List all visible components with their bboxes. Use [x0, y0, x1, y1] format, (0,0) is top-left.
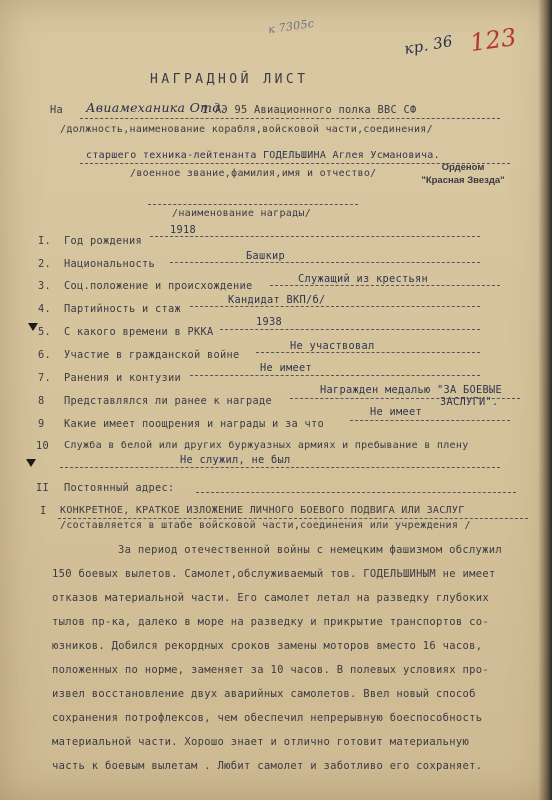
- field-underline: [220, 329, 480, 330]
- body-line: За период отечественной войны с немецким фашизмом обслужил: [118, 544, 503, 556]
- field-underline: [190, 306, 480, 307]
- field-label: Год рождения: [64, 235, 142, 247]
- field-value: Не имеет: [370, 406, 422, 418]
- body-line: тылов пр-ка, далеко в море на разведку и прикрытие транспортов со-: [52, 616, 490, 628]
- body-line: материальной части. Хорошо знает и отлично готовит материальную: [52, 736, 470, 748]
- name-caption: /военное звание,фамилия,имя и отчество/: [130, 168, 377, 179]
- body-line: юзников. Добился рекордных сроков замены моторов вместо 16 часов,: [52, 640, 483, 652]
- body-line: положенных по норме, заменяет за 10 часов. В полевых условиях про-: [52, 664, 490, 676]
- field-label: Какие имеет поощрения и награды и за что: [64, 418, 324, 430]
- field-underline: [196, 492, 516, 493]
- field-label: Партийность и стаж: [64, 303, 181, 315]
- field-number: 10: [36, 440, 49, 452]
- field-label: Участие в гражданской войне: [64, 349, 240, 361]
- field-underline: [170, 262, 480, 263]
- body-line: сохранения потрофлексов, чем обеспечил непрерывную боеспособность: [52, 712, 483, 724]
- field-label: Представлялся ли ранее к награде: [64, 395, 272, 407]
- award-caption: /наименование награды/: [172, 208, 312, 219]
- field-number: I.: [38, 235, 51, 247]
- pencil-archive-mark: к 7305с: [267, 16, 316, 37]
- award-stamp-line1: Орденом: [441, 162, 485, 173]
- field-value: Служащий из крестьян: [298, 273, 428, 285]
- unit-underline: [80, 118, 500, 119]
- field-underline: [150, 236, 480, 237]
- field-number: 2.: [38, 258, 51, 270]
- section-heading-underline: [58, 518, 528, 519]
- field-number: 7.: [38, 372, 51, 384]
- field-label: Служба в белой или других буржуазных армиях и пребывание в плену: [64, 440, 469, 451]
- award-underline: [148, 204, 358, 205]
- field-label: Постоянный адрес:: [64, 482, 175, 494]
- field-value: Не имеет: [260, 362, 312, 374]
- field-underline: [256, 352, 480, 353]
- field-underline: [190, 375, 480, 376]
- field-number: 6.: [38, 349, 51, 361]
- field-value: Башкир: [246, 250, 285, 262]
- field-number: 4.: [38, 303, 51, 315]
- field-underline: [270, 285, 500, 286]
- handwritten-position: Авиамеханика Отд.: [86, 100, 225, 115]
- section-caption: /составляется в штабе войсковой части,соединения или учреждения /: [60, 520, 471, 531]
- field-value: Не участвовал: [290, 340, 375, 352]
- body-line: часть к боевым вылетам . Любит самолет и заботливо его сохраняет.: [52, 760, 483, 772]
- name-line: старшего техника-лейтенанта ГОДЕЛЬШИНА Аглея Усмановича.: [86, 150, 440, 161]
- body-line: отказов материальной части. Его самолет летал на разведку глубоких: [52, 592, 490, 604]
- section-number: I: [40, 505, 47, 517]
- body-line: 150 боевых вылетов. Самолет,обслуживаемый тов. ГОДЕЛЬШИНЫМ не имеет: [52, 568, 496, 580]
- field-number: 8: [38, 395, 45, 407]
- recipient-prefix: На: [50, 104, 63, 116]
- field-number: 9: [38, 418, 45, 430]
- award-stamp: [408, 162, 518, 186]
- field-label: Ранения и контузии: [64, 372, 181, 384]
- binding-hole-bottom: [26, 459, 36, 467]
- binding-hole-top: [28, 323, 38, 331]
- field-label: Соц.положение и происхождение: [64, 280, 253, 292]
- field-underline: [290, 398, 520, 399]
- field-number: 3.: [38, 280, 51, 292]
- field-label: С какого времени в РККА: [64, 326, 214, 338]
- field-value: 1938: [256, 316, 282, 328]
- field-number: II: [36, 482, 49, 494]
- field-value-continued: ЗАСЛУГИ".: [440, 396, 499, 408]
- document-title: НАГРАДНОЙ ЛИСТ: [150, 72, 309, 87]
- corner-red-number: 123: [468, 22, 519, 58]
- field-value: Не служил, не был: [180, 454, 291, 466]
- field-value: Кандидат ВКП/б/: [228, 294, 326, 306]
- field-label: Национальность: [64, 258, 155, 270]
- section-heading: КОНКРЕТНОЕ, КРАТКОЕ ИЗЛОЖЕНИЕ ЛИЧНОГО БОЕВОГО ПОДВИГА ИЛИ ЗАСЛУГ: [60, 505, 465, 516]
- field-underline: [60, 467, 500, 468]
- field-number: 5.: [38, 326, 51, 338]
- field-value: 1918: [170, 224, 196, 236]
- field-underline: [350, 420, 510, 421]
- field-value: Награжден медалью "ЗА БОЕВЫЕ: [320, 384, 502, 396]
- body-line: извел восстановление двух аварийных самолетов. Ввел новый способ: [52, 688, 476, 700]
- unit-typed: I АЭ 95 Авиационного полка ВВС СФ: [202, 104, 417, 116]
- award-stamp-line2: "Красная Звезда": [421, 175, 505, 186]
- corner-number: кр. 36: [402, 31, 455, 59]
- unit-caption: /должность,наименование корабля,войсковой части,соединения/: [60, 124, 433, 135]
